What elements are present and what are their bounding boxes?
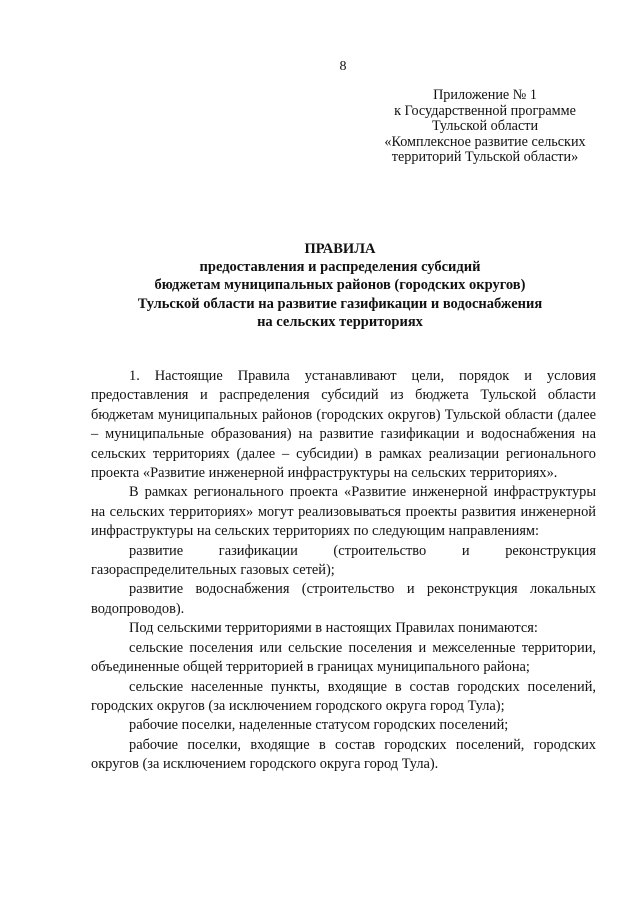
paragraph: Под сельскими территориями в настоящих Правилах понимаются: [129, 620, 538, 637]
paragraph: сельские населенные пункты, входящие в состав городских поселений, городских округов (за исключением городского округа город Тула); [91, 678, 596, 714]
title-line: на сельских территориях [257, 313, 423, 330]
appendix-line: Приложение № 1 [433, 87, 537, 103]
paragraph: В рамках регионального проекта «Развитие инженерной инфраструктуры на сельских территориях» могут реализовываться проекты развития инженерной инфраструктуры на сельских территориях по следующим направлениям: [91, 484, 596, 540]
document-title [60, 240, 620, 331]
appendix-line: «Комплексное развитие сельских [384, 133, 586, 150]
appendix-line: Тульской области [431, 118, 539, 134]
paragraph: рабочие поселки, наделенные статусом городских поселений; [129, 717, 509, 734]
paragraph: развитие газификации (строительство и реконструкция газораспределительных газовых сетей); [91, 542, 596, 579]
title-line: предоставления и распределения субсидий [199, 259, 481, 276]
paragraph: рабочие поселки, входящие в состав городских поселений, городских округов (за исключением городского округа город Тула). [91, 736, 596, 773]
title-line: бюджетам муниципальных районов (городских округов) [154, 277, 526, 294]
title-heading: ПРАВИЛА [304, 241, 376, 257]
appendix-line: территорий Тульской области» [391, 149, 579, 165]
appendix-note [360, 88, 610, 166]
paragraph: 1. Настоящие Правила устанавливают цели, порядок и условия предоставления и распределения субсидий из бюджета Тульской области бюджетам муниципальных районов (городских округов) Тульской области (далее – муниципальные образования) на развитие газификации и водоснабжения на сельских территориях (далее – субсидии) в рамках реализации регионального проекта «Развитие инженерной инфраструктуры на сельских территориях». [91, 368, 596, 482]
page-number: 8 [339, 59, 347, 74]
paragraph: сельские поселения или сельские поселения и межселенные территории, объединенные общей территорией в границах муниципального района; [91, 639, 596, 676]
paragraph: развитие водоснабжения (строительство и реконструкция локальных водопроводов). [91, 581, 596, 617]
appendix-line: к Государственной программе [394, 102, 576, 119]
title-line: Тульской области на развитие газификации и водоснабжения [137, 295, 543, 312]
document-body [91, 367, 596, 775]
